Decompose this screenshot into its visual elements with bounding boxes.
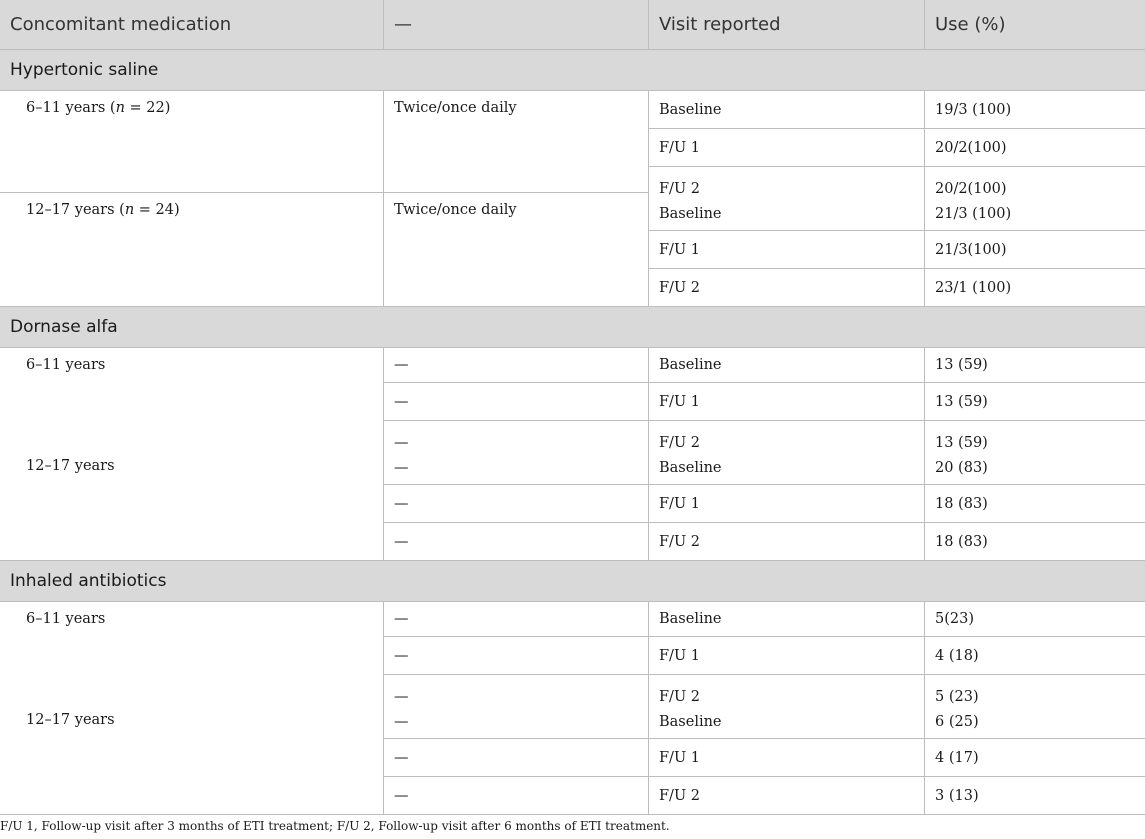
age-group: 12–17 years (n = 24) — [0, 192, 383, 306]
dose-cell: — — [383, 776, 648, 814]
visit-cell: F/U 2 — [648, 522, 924, 560]
use-cell: 18 (83) — [924, 484, 1145, 522]
dose-cell: — — [383, 347, 648, 382]
dose-cell: — — — [383, 420, 648, 484]
use-cell: 21/3(100) — [924, 230, 1145, 268]
dose-cell: — — [383, 382, 648, 420]
use-cell: 5(23) — [924, 601, 1145, 636]
age-group: 12–17 years — [26, 458, 115, 474]
dose-cell: — — [383, 636, 648, 674]
use-cell: 20/2(100) — [924, 128, 1145, 166]
age-group: 6–11 years (n = 22) — [0, 90, 383, 192]
visit-cell: F/U 1 — [648, 382, 924, 420]
use-cell: 13 (59) — [924, 382, 1145, 420]
visit-cell: Baseline — [648, 347, 924, 382]
use-cell: 4 (17) — [924, 738, 1145, 776]
use-cell: 3 (13) — [924, 776, 1145, 814]
visit-cell: F/U 2 — [648, 268, 924, 306]
section-title: Hypertonic saline — [0, 49, 1145, 90]
table-footnote: F/U 1, Follow-up visit after 3 months of ETI treatment; F/U 2, Follow-up visit after 6 months of ETI treatment. — [0, 819, 670, 833]
age-group: 6–11 years — [0, 347, 383, 446]
visit-cell: F/U 2 — [648, 776, 924, 814]
dose-cell: — — — [383, 674, 648, 738]
visit-cell: F/U 2 Baseline — [648, 420, 924, 484]
visit-cell: F/U 1 — [648, 230, 924, 268]
visit-cell: F/U 2 Baseline — [648, 674, 924, 738]
dose-cell: Twice/once daily — [383, 192, 648, 306]
dose-cell: — — [383, 484, 648, 522]
age-group: 6–11 years — [0, 601, 383, 700]
use-cell: 19/3 (100) — [924, 90, 1145, 128]
visit-cell: F/U 1 — [648, 128, 924, 166]
visit-cell: Baseline — [648, 90, 924, 128]
section-title: Inhaled antibiotics — [0, 560, 1145, 601]
dose-cell: — — [383, 601, 648, 636]
visit-cell: F/U 1 — [648, 636, 924, 674]
header-use: Use (%) — [924, 0, 1145, 49]
dose-cell: — — [383, 522, 648, 560]
dose-cell: — — [383, 738, 648, 776]
use-cell: 13 (59) — [924, 347, 1145, 382]
use-cell: 18 (83) — [924, 522, 1145, 560]
visit-cell: Baseline — [648, 601, 924, 636]
visit-cell: F/U 1 — [648, 738, 924, 776]
section-title: Dornase alfa — [0, 306, 1145, 347]
use-cell: 23/1 (100) — [924, 268, 1145, 306]
header-visit: Visit reported — [648, 0, 924, 49]
header-medication: Concomitant medication — [0, 0, 383, 49]
visit-cell: F/U 1 — [648, 484, 924, 522]
header-dose: — — [383, 0, 648, 49]
age-group: 12–17 years — [26, 712, 115, 728]
use-cell: 4 (18) — [924, 636, 1145, 674]
visit-cell: F/U 2 Baseline — [648, 166, 924, 230]
use-cell: 13 (59) 20 (83) — [924, 420, 1145, 484]
use-cell: 5 (23) 6 (25) — [924, 674, 1145, 738]
dose-cell: Twice/once daily — [383, 90, 648, 192]
use-cell: 20/2(100) 21/3 (100) — [924, 166, 1145, 230]
